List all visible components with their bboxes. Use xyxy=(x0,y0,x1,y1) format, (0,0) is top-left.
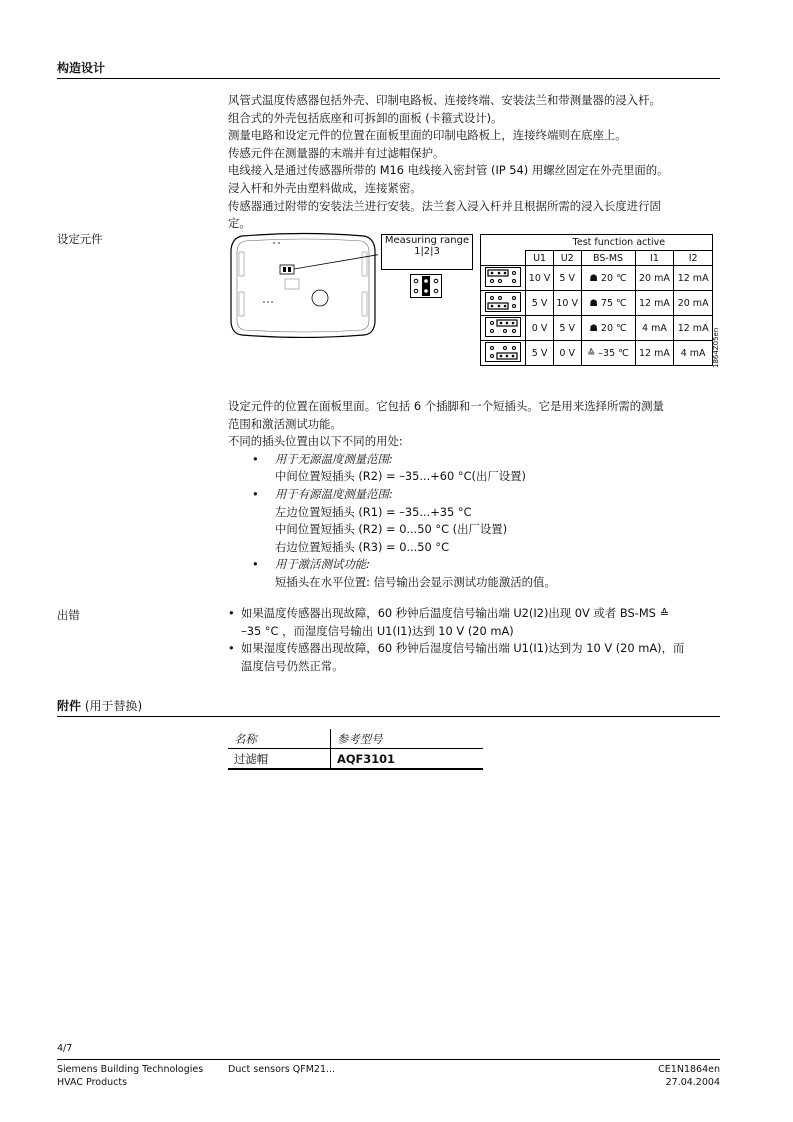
intro-line: 电线接入是通过传感器所带的 M16 电线接入密封管 (IP 54) 用螺丝固定在外壳里面的。 xyxy=(228,163,669,178)
cell-bs-ms: ≙ –35 ℃ xyxy=(581,341,635,366)
cell-i2: 12 mA xyxy=(674,316,713,341)
intro-paragraph xyxy=(228,92,720,233)
header-i2: I2 xyxy=(674,251,713,266)
footer-date: 27.04.2004 xyxy=(665,1077,720,1088)
cell-u1: 0 V xyxy=(526,316,554,341)
bullet-text: 左边位置短插头 (R1) = –35...+35 °C xyxy=(275,504,472,519)
header-bs-ms: BS-MS xyxy=(581,251,635,266)
jumper-position-icon xyxy=(481,291,526,316)
desc-line: 范围和激活测试功能。 xyxy=(228,416,342,431)
accessories-title xyxy=(57,697,142,714)
cell-i1: 4 mA xyxy=(635,316,674,341)
test-function-table xyxy=(480,234,713,368)
header-i1: I1 xyxy=(635,251,674,266)
error-item xyxy=(228,605,720,640)
jumper-connector-icon xyxy=(410,274,442,298)
footer-division: HVAC Products xyxy=(57,1077,128,1088)
bullet-text: 中间位置短插头 (R2) = 0...50 °C (出厂设置) xyxy=(275,522,508,537)
section-title: 构造设计 xyxy=(57,61,106,75)
bullet-test-function: • 用于激活测试功能: xyxy=(228,556,720,574)
cell-u2: 10 V xyxy=(553,291,581,316)
bullet-text: 短插头在水平位置: 信号输出会显示测试功能激活的值。 xyxy=(275,574,556,589)
measuring-range-positions: 1|2|3 xyxy=(414,246,440,257)
cell-u2: 5 V xyxy=(553,316,581,341)
jumper-position-icon xyxy=(481,266,526,291)
errors-label: 出错 xyxy=(57,608,80,622)
cell-i1: 20 mA xyxy=(635,266,674,291)
accessory-name: 过滤帽 xyxy=(228,749,331,770)
bullet-passive-range: • 用于无源温度测量范围: xyxy=(228,451,720,469)
accessories-title-note: (用于替换) xyxy=(81,699,143,713)
test-function-title: Test function active xyxy=(526,235,713,251)
cell-u1: 10 V xyxy=(526,266,554,291)
cell-u1: 5 V xyxy=(526,341,554,366)
intro-line: 风管式温度传感器包括外壳、印制电路板、连接终端、安装法兰和带测量器的浸入杆。 xyxy=(228,93,661,107)
col-code-header: 参考型号 xyxy=(331,729,484,749)
table-row xyxy=(481,266,713,291)
bullet-text: 右边位置短插头 (R3) = 0...50 °C xyxy=(275,539,450,554)
device-housing-drawing xyxy=(228,232,378,338)
cell-bs-ms: ☗ 20 ℃ xyxy=(581,266,635,291)
cell-i1: 12 mA xyxy=(635,291,674,316)
col-name-header: 名称 xyxy=(228,729,331,749)
setting-element-description xyxy=(228,398,720,592)
cell-u2: 5 V xyxy=(553,266,581,291)
footer-document: Duct sensors QFM21... xyxy=(228,1064,336,1075)
accessories-divider xyxy=(57,716,720,717)
cell-u2: 0 V xyxy=(553,341,581,366)
measuring-range-title: Measuring range xyxy=(384,235,470,246)
footer-divider xyxy=(57,1059,720,1060)
jumper-position-icon xyxy=(481,316,526,341)
table-row xyxy=(481,291,713,316)
accessory-code: AQF3101 xyxy=(331,749,484,770)
error-text: • 如果湿度传感器出现故障，60 秒钟后湿度信号输出端 U1(I1)达到为 10 V (20 mA)，而 xyxy=(241,641,685,656)
measuring-range-box xyxy=(381,234,473,270)
intro-line: 定。 xyxy=(228,216,251,231)
bullet-active-range: • 用于有源温度测量范围: xyxy=(228,486,720,504)
header-u1: U1 xyxy=(526,251,554,266)
cell-i1: 12 mA xyxy=(635,341,674,366)
intro-line: 测量电路和设定元件的位置在面板里面的印制电路板上，连接终端则在底座上。 xyxy=(228,128,627,143)
cell-bs-ms: ☗ 20 ℃ xyxy=(581,316,635,341)
desc-line: 不同的插头位置由以下不同的用处: xyxy=(228,434,403,449)
intro-line: 传感器通过附带的安装法兰进行安装。法兰套入浸入杆并且根据所需的浸入长度进行固 xyxy=(228,198,661,213)
cell-i2: 20 mA xyxy=(674,291,713,316)
error-text: 温度信号仍然正常。 xyxy=(241,658,344,673)
intro-line: 组合式的外壳包括底座和可拆卸的面板 (卡箍式设计)。 xyxy=(228,110,503,125)
accessories-table xyxy=(228,729,483,770)
cell-bs-ms: ☗ 75 ℃ xyxy=(581,291,635,316)
error-text: • 如果温度传感器出现故障，60 秒钟后温度信号输出端 U2(I2)出现 0V 或者 BS-MS ≙ xyxy=(241,606,670,620)
desc-line: 设定元件的位置在面板里面。它包括 6 个插脚和一个短插头。它是用来选择所需的测量 xyxy=(228,399,664,413)
error-text: –35 °C ，而湿度信号输出 U1(I1)达到 10 V (20 mA) xyxy=(241,623,514,638)
page-number: 4/7 xyxy=(57,1043,73,1054)
table-row xyxy=(228,749,483,770)
table-row xyxy=(481,316,713,341)
footer-doc-code: CE1N1864en xyxy=(658,1064,720,1075)
bullet-text: 中间位置短插头 (R2) = –35...+60 °C(出厂设置) xyxy=(275,469,527,484)
table-header-row xyxy=(228,729,483,749)
table-row xyxy=(481,341,713,366)
errors-list xyxy=(228,605,720,675)
jumper-position-icon xyxy=(481,341,526,366)
cell-i2: 12 mA xyxy=(674,266,713,291)
intro-line: 传感元件在测量器的末端并有过滤帽保护。 xyxy=(228,145,445,160)
footer-company: Siemens Building Technologies xyxy=(57,1064,204,1075)
cell-i2: 4 mA xyxy=(674,341,713,366)
setting-element-label: 设定元件 xyxy=(57,232,103,246)
header-u2: U2 xyxy=(553,251,581,266)
intro-line: 浸入杆和外壳由塑料做成，连接紧密。 xyxy=(228,180,422,195)
figure-id: 1864Z05en xyxy=(712,327,720,368)
error-item xyxy=(228,640,720,675)
section-divider xyxy=(57,78,720,79)
accessories-title-bold: 附件 xyxy=(57,699,82,713)
cell-u1: 5 V xyxy=(526,291,554,316)
